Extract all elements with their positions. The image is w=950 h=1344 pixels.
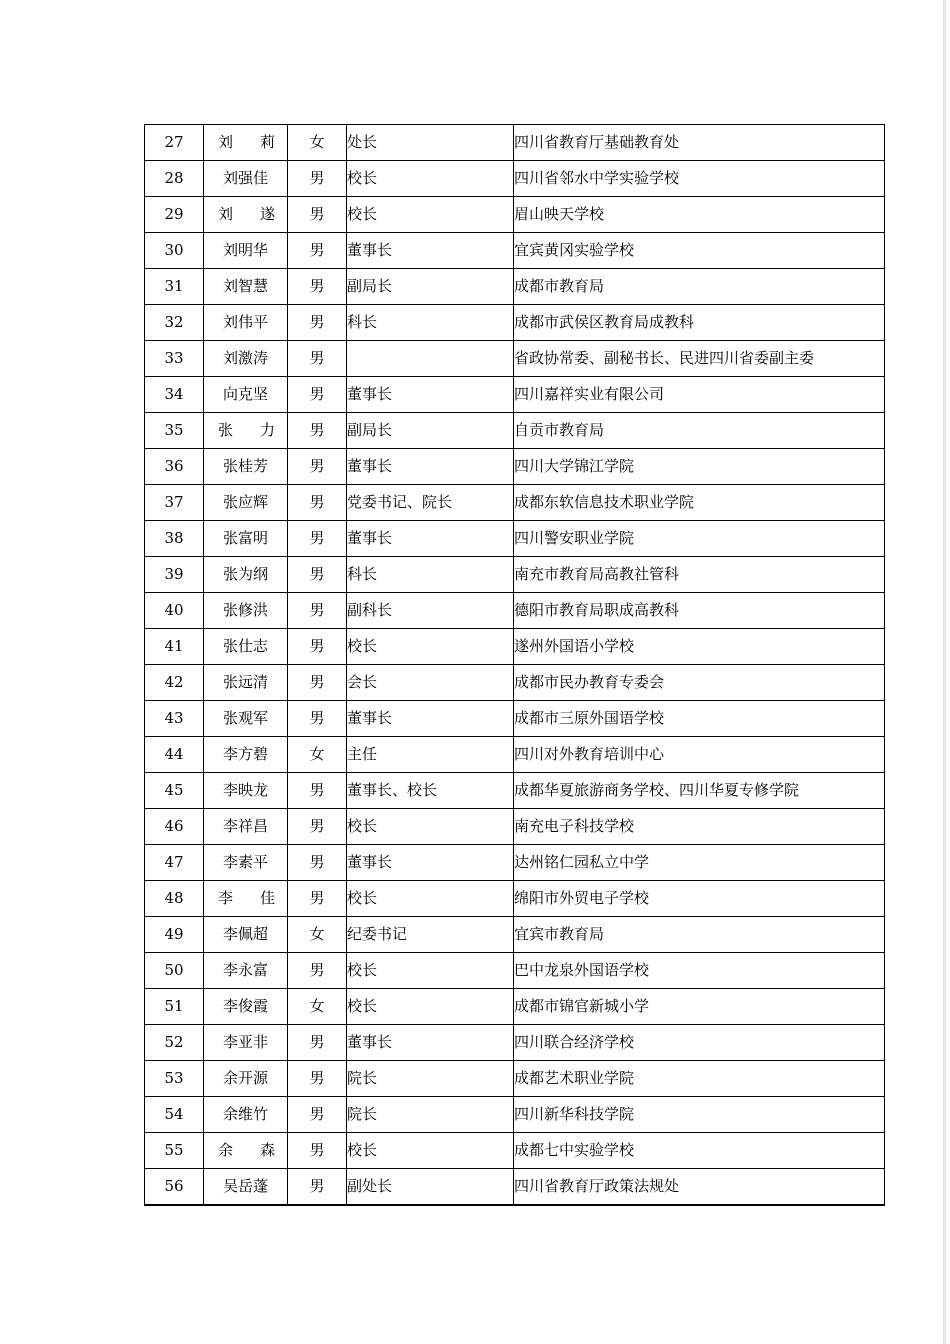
person-sex: 男 (288, 485, 347, 521)
person-sex: 男 (288, 377, 347, 413)
person-title (347, 341, 514, 377)
person-organization: 成都东软信息技术职业学院 (514, 485, 885, 521)
row-number: 37 (145, 485, 204, 521)
person-name: 李祥昌 (204, 809, 288, 845)
person-sex: 男 (288, 269, 347, 305)
person-title: 副局长 (347, 413, 514, 449)
person-title: 党委书记、院长 (347, 485, 514, 521)
person-title: 校长 (347, 809, 514, 845)
person-name: 刘强佳 (204, 161, 288, 197)
person-name: 李方碧 (204, 737, 288, 773)
member-roster-table (144, 124, 885, 1206)
person-name: 张 力 (204, 413, 288, 449)
person-title: 科长 (347, 305, 514, 341)
person-name: 李素平 (204, 845, 288, 881)
table-row (145, 665, 885, 701)
person-organization: 四川新华科技学院 (514, 1097, 885, 1133)
person-name: 张桂芳 (204, 449, 288, 485)
person-organization: 四川联合经济学校 (514, 1025, 885, 1061)
row-number: 48 (145, 881, 204, 917)
row-number: 49 (145, 917, 204, 953)
person-title: 副科长 (347, 593, 514, 629)
table-row (145, 1169, 885, 1206)
row-number: 34 (145, 377, 204, 413)
table-row (145, 773, 885, 809)
person-name: 李俊霞 (204, 989, 288, 1025)
person-name: 李佩超 (204, 917, 288, 953)
table-row (145, 449, 885, 485)
person-title: 董事长 (347, 377, 514, 413)
person-title: 董事长 (347, 845, 514, 881)
person-sex: 男 (288, 557, 347, 593)
person-title: 校长 (347, 881, 514, 917)
person-title: 校长 (347, 953, 514, 989)
row-number: 28 (145, 161, 204, 197)
table-row (145, 269, 885, 305)
table-row (145, 1061, 885, 1097)
table-row (145, 1025, 885, 1061)
person-organization: 四川省教育厅政策法规处 (514, 1169, 885, 1206)
person-name: 李永富 (204, 953, 288, 989)
person-title: 院长 (347, 1097, 514, 1133)
person-organization: 四川省邻水中学实验学校 (514, 161, 885, 197)
table-row (145, 521, 885, 557)
person-title: 董事长 (347, 521, 514, 557)
row-number: 52 (145, 1025, 204, 1061)
table-row (145, 377, 885, 413)
person-title: 董事长、校长 (347, 773, 514, 809)
person-sex: 男 (288, 1025, 347, 1061)
table-row (145, 341, 885, 377)
person-organization: 成都市民办教育专委会 (514, 665, 885, 701)
person-title: 董事长 (347, 701, 514, 737)
table-row (145, 845, 885, 881)
person-title: 处长 (347, 125, 514, 161)
person-name: 张修洪 (204, 593, 288, 629)
person-sex: 男 (288, 521, 347, 557)
table-row (145, 629, 885, 665)
person-sex: 女 (288, 737, 347, 773)
person-name: 张远清 (204, 665, 288, 701)
person-title: 会长 (347, 665, 514, 701)
row-number: 40 (145, 593, 204, 629)
person-title: 副处长 (347, 1169, 514, 1206)
person-organization: 成都市三原外国语学校 (514, 701, 885, 737)
person-sex: 男 (288, 629, 347, 665)
row-number: 29 (145, 197, 204, 233)
person-sex: 男 (288, 665, 347, 701)
person-title: 校长 (347, 161, 514, 197)
person-sex: 男 (288, 809, 347, 845)
row-number: 46 (145, 809, 204, 845)
person-organization: 四川对外教育培训中心 (514, 737, 885, 773)
person-sex: 男 (288, 161, 347, 197)
person-sex: 男 (288, 305, 347, 341)
person-organization: 眉山映天学校 (514, 197, 885, 233)
row-number: 39 (145, 557, 204, 593)
person-sex: 男 (288, 593, 347, 629)
person-organization: 四川大学锦江学院 (514, 449, 885, 485)
person-title: 副局长 (347, 269, 514, 305)
person-organization: 成都市武侯区教育局成教科 (514, 305, 885, 341)
table-row (145, 881, 885, 917)
person-name: 向克坚 (204, 377, 288, 413)
person-sex: 男 (288, 449, 347, 485)
person-name: 张仕志 (204, 629, 288, 665)
person-name: 刘智慧 (204, 269, 288, 305)
row-number: 55 (145, 1133, 204, 1169)
row-number: 33 (145, 341, 204, 377)
person-name: 刘伟平 (204, 305, 288, 341)
table-row (145, 809, 885, 845)
person-name: 张观军 (204, 701, 288, 737)
person-organization: 巴中龙泉外国语学校 (514, 953, 885, 989)
person-sex: 男 (288, 701, 347, 737)
table-row (145, 161, 885, 197)
row-number: 50 (145, 953, 204, 989)
table-row (145, 557, 885, 593)
row-number: 43 (145, 701, 204, 737)
row-number: 30 (145, 233, 204, 269)
person-name: 李亚非 (204, 1025, 288, 1061)
table-row (145, 1133, 885, 1169)
person-title: 校长 (347, 197, 514, 233)
person-sex: 男 (288, 233, 347, 269)
person-name: 余维竹 (204, 1097, 288, 1133)
person-sex: 男 (288, 1097, 347, 1133)
person-organization: 南充电子科技学校 (514, 809, 885, 845)
person-title: 纪委书记 (347, 917, 514, 953)
person-sex: 男 (288, 1169, 347, 1206)
person-name: 刘明华 (204, 233, 288, 269)
page-edge-shadow (943, 0, 946, 1344)
person-title: 校长 (347, 629, 514, 665)
table-row (145, 125, 885, 161)
table-row (145, 953, 885, 989)
person-title: 院长 (347, 1061, 514, 1097)
person-organization: 省政协常委、副秘书长、民进四川省委副主委 (514, 341, 885, 377)
person-organization: 遂州外国语小学校 (514, 629, 885, 665)
person-organization: 宜宾黄冈实验学校 (514, 233, 885, 269)
person-organization: 四川警安职业学院 (514, 521, 885, 557)
person-organization: 四川嘉祥实业有限公司 (514, 377, 885, 413)
row-number: 47 (145, 845, 204, 881)
person-name: 余开源 (204, 1061, 288, 1097)
row-number: 36 (145, 449, 204, 485)
person-sex: 男 (288, 881, 347, 917)
person-name: 张富明 (204, 521, 288, 557)
person-name: 张为纲 (204, 557, 288, 593)
person-organization: 自贡市教育局 (514, 413, 885, 449)
person-organization: 南充市教育局高教社管科 (514, 557, 885, 593)
person-sex: 男 (288, 413, 347, 449)
person-title: 科长 (347, 557, 514, 593)
person-name: 刘激涛 (204, 341, 288, 377)
table-row (145, 197, 885, 233)
person-sex: 女 (288, 989, 347, 1025)
table-row (145, 593, 885, 629)
row-number: 41 (145, 629, 204, 665)
person-organization: 成都市锦官新城小学 (514, 989, 885, 1025)
person-sex: 女 (288, 917, 347, 953)
person-name: 余 森 (204, 1133, 288, 1169)
person-sex: 女 (288, 125, 347, 161)
person-title: 校长 (347, 1133, 514, 1169)
row-number: 35 (145, 413, 204, 449)
person-sex: 男 (288, 773, 347, 809)
table-row (145, 737, 885, 773)
person-organization: 成都华夏旅游商务学校、四川华夏专修学院 (514, 773, 885, 809)
table-row (145, 989, 885, 1025)
row-number: 56 (145, 1169, 204, 1206)
table-row (145, 233, 885, 269)
person-name: 张应辉 (204, 485, 288, 521)
row-number: 31 (145, 269, 204, 305)
row-number: 32 (145, 305, 204, 341)
person-title: 董事长 (347, 233, 514, 269)
person-title: 董事长 (347, 1025, 514, 1061)
person-organization: 绵阳市外贸电子学校 (514, 881, 885, 917)
person-title: 校长 (347, 989, 514, 1025)
person-name: 刘 莉 (204, 125, 288, 161)
person-name: 李 佳 (204, 881, 288, 917)
row-number: 44 (145, 737, 204, 773)
person-sex: 男 (288, 341, 347, 377)
person-sex: 男 (288, 1133, 347, 1169)
table-row (145, 701, 885, 737)
row-number: 38 (145, 521, 204, 557)
table-row (145, 305, 885, 341)
person-organization: 四川省教育厅基础教育处 (514, 125, 885, 161)
person-organization: 成都艺术职业学院 (514, 1061, 885, 1097)
person-organization: 达州铭仁园私立中学 (514, 845, 885, 881)
person-organization: 宜宾市教育局 (514, 917, 885, 953)
roster-body (145, 125, 885, 1206)
table-row (145, 1097, 885, 1133)
row-number: 27 (145, 125, 204, 161)
person-name: 刘 遂 (204, 197, 288, 233)
person-sex: 男 (288, 1061, 347, 1097)
person-title: 主任 (347, 737, 514, 773)
person-sex: 男 (288, 197, 347, 233)
person-name: 吴岳蓬 (204, 1169, 288, 1206)
table-row (145, 485, 885, 521)
person-sex: 男 (288, 845, 347, 881)
person-title: 董事长 (347, 449, 514, 485)
person-sex: 男 (288, 953, 347, 989)
table-row (145, 413, 885, 449)
table-row (145, 917, 885, 953)
row-number: 45 (145, 773, 204, 809)
person-name: 李映龙 (204, 773, 288, 809)
row-number: 51 (145, 989, 204, 1025)
person-organization: 成都市教育局 (514, 269, 885, 305)
row-number: 54 (145, 1097, 204, 1133)
person-organization: 德阳市教育局职成高教科 (514, 593, 885, 629)
row-number: 42 (145, 665, 204, 701)
row-number: 53 (145, 1061, 204, 1097)
person-organization: 成都七中实验学校 (514, 1133, 885, 1169)
